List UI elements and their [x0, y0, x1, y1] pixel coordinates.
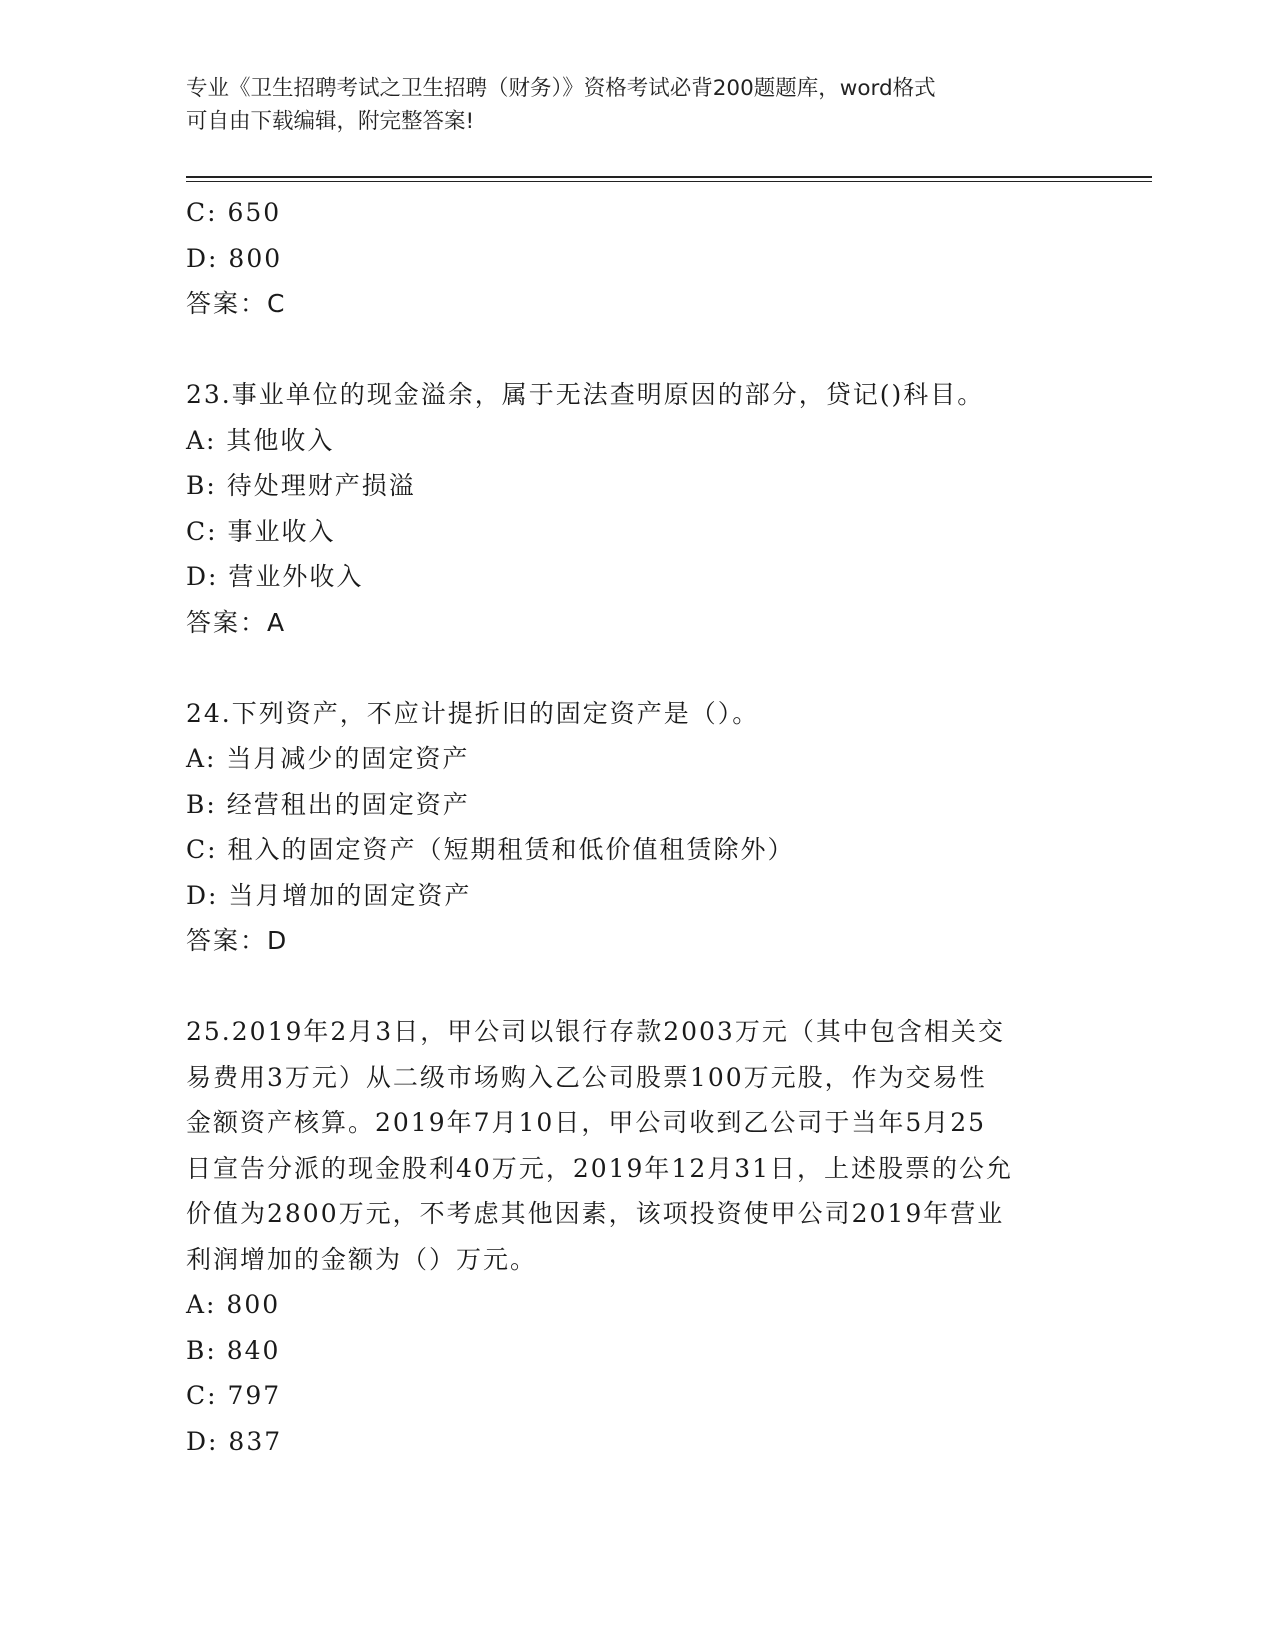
- question-stem-line: 25.2019年2月3日，甲公司以银行存款2003万元（其中包含相关交: [186, 1017, 1005, 1046]
- answer-line: 答案：D: [186, 926, 289, 955]
- document-body: [186, 190, 1086, 1464]
- header-line-2: 可自由下载编辑，附完整答案!: [186, 109, 475, 134]
- question-stem-line: 金额资产核算。2019年7月10日，甲公司收到乙公司于当年5月25: [186, 1108, 987, 1137]
- answer-line: 答案：C: [186, 289, 287, 318]
- header-rule-thin: [186, 181, 1152, 182]
- option-a: A: 其他收入: [186, 425, 335, 455]
- question-stem-line: 日宣告分派的现金股利40万元，2019年12月31日，上述股票的公允: [186, 1153, 1014, 1183]
- spacer: [186, 645, 1086, 691]
- question-stem-line: 易费用3万元）从二级市场购入乙公司股票100万元股，作为交易性: [186, 1062, 987, 1092]
- option-b: B: 840: [186, 1335, 281, 1365]
- answer-line: 答案：A: [186, 607, 287, 637]
- header-rule-thick: [186, 176, 1152, 178]
- question-stem: 23.事业单位的现金溢余，属于无法查明原因的部分，贷记()科目。: [186, 380, 985, 409]
- option-c: C: 650: [186, 198, 282, 227]
- document-header: [186, 72, 1086, 138]
- option-c: C: 租入的固定资产（短期租赁和低价值租赁除外）: [186, 835, 795, 864]
- question-stem-line: 利润增加的金额为（）万元。: [186, 1244, 538, 1274]
- spacer: [186, 327, 1086, 373]
- header-line-1: 专业《卫生招聘考试之卫生招聘（财务）》资格考试必背200题题库，word格式: [186, 76, 936, 101]
- spacer: [186, 964, 1086, 1010]
- option-b: B: 待处理财产损溢: [186, 471, 416, 500]
- option-c: C: 797: [186, 1381, 282, 1410]
- option-d: D: 营业外收入: [186, 562, 364, 591]
- option-d: D: 837: [186, 1426, 283, 1456]
- option-d: D: 800: [186, 243, 283, 273]
- option-d: D: 当月增加的固定资产: [186, 880, 472, 910]
- option-c: C: 事业收入: [186, 516, 336, 546]
- option-a: A: 800: [186, 1290, 281, 1319]
- question-stem: 24.下列资产，不应计提折旧的固定资产是（）。: [186, 698, 760, 728]
- option-b: B: 经营租出的固定资产: [186, 789, 470, 819]
- option-a: A: 当月减少的固定资产: [186, 744, 470, 773]
- question-stem-line: 价值为2800万元，不考虑其他因素，该项投资使甲公司2019年营业: [186, 1199, 1005, 1228]
